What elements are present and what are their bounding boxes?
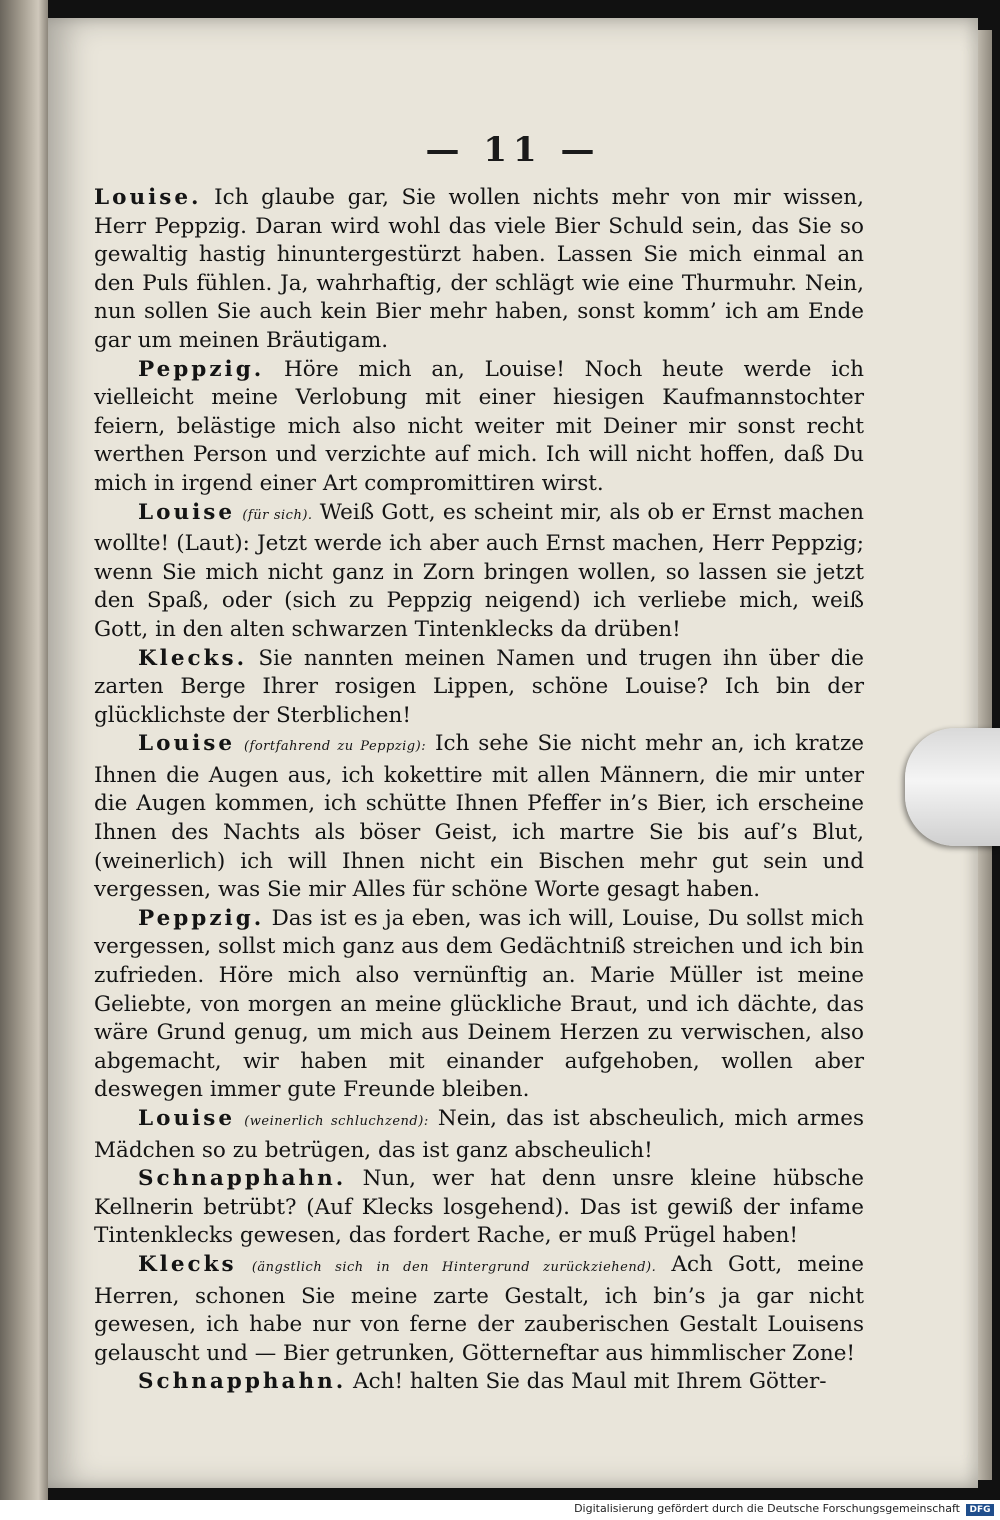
paragraph-text: Nein, das ist abscheulich, mich armes Mädchen so zu betrügen, das ist ganz abscheulich!: [94, 1106, 864, 1163]
paragraph-text: Ach Gott, meine Herren, schonen Sie meine zarte Gestalt, ich bin’s ja gar nicht gewesen, ich habe nur von ferne der zauberischen Gestalt Louisens gelauscht und — Bier getrunken, Götterneftar aus himmlischer Zone!: [94, 1251, 864, 1366]
paragraph: [94, 356, 864, 499]
speaker-name: Louise.: [94, 185, 202, 210]
speaker-name: Louise: [138, 731, 236, 757]
paragraph: [94, 499, 864, 645]
speaker-name: Louise: [138, 1106, 236, 1131]
paragraph-text: Nun, wer hat denn unsre kleine hübsche Kellnerin betrübt? (Auf Klecks losgehend). Das ist gewiß der infame Tintenklecks gewesen, das fordert Rache, er muß Prügel haben!: [94, 1166, 864, 1249]
paragraph-text: Ach! halten Sie das Maul mit Ihrem Götter-: [353, 1369, 827, 1395]
speaker-name: Klecks: [138, 1251, 237, 1277]
stage-direction: (für sich).: [242, 507, 313, 523]
stage-direction: (ängstlich sich in den Hintergrund zurückziehend).: [251, 1259, 657, 1275]
page-text: [94, 184, 864, 1397]
paragraph-text: Sie nannten meinen Namen und trugen ihn über die zarten Berge Ihrer rosigen Lippen, schöne Louise? Ich bin der glücklichste der Sterblichen!: [94, 645, 864, 728]
paragraph-text: Ich glaube gar, Sie wollen nichts mehr von mir wissen, Herr Peppzig. Daran wird wohl das viele Bier Schuld sein, das Sie so gewaltig hastig hinuntergestürzt haben. Lassen Sie mich einmal an den Puls fühlen. Ja, wahrhaftig, der schlägt wie eine Thurmuhr. Nein, nun sollen Sie auch kein Bier mehr haben, sonst komm’ ich am Ende gar um meinen Bräutigam.: [94, 185, 864, 353]
stage-direction: (fortfahrend zu Peppzig):: [243, 739, 427, 755]
paragraph: [94, 1165, 864, 1251]
speaker-name: Peppzig.: [138, 356, 265, 382]
paragraph-text: Weiß Gott, es scheint mir, als ob er Ernst machen wollte! (Laut): Jetzt werde ich aber auch Ernst machen, Herr Peppzig; wenn Sie mich nicht ganz in Zorn bringen wollen, so lassen sie jetzt den Spaß, oder (sich zu Peppzig neigend) ich verliebe mich, weiß Gott, in den alten schwarzen Tintenklecks da drüben!: [94, 499, 865, 642]
dfg-logo-icon: DFG: [966, 1504, 994, 1516]
footer-bar: [0, 1500, 1000, 1520]
paragraph: [94, 184, 864, 356]
stage-direction: (weinerlich schluchzend):: [244, 1114, 429, 1129]
speaker-name: Schnapphahn.: [138, 1166, 347, 1192]
speaker-name: Klecks.: [138, 645, 248, 671]
paragraph-text: Höre mich an, Louise! Noch heute werde ich vielleicht meine Verlobung mit einer hiesigen Kaufmannstochter feiern, belästige mich also nicht weiter mit Deiner mir sonst recht werthen Person und verzichte auf mich. Ich will nicht hoffen, daß Du mich in irgend einer Art compromittiren wirst.: [94, 356, 864, 496]
paragraph: [94, 1105, 864, 1165]
paragraph: [94, 905, 864, 1105]
speaker-name: Schnapphahn.: [138, 1369, 347, 1395]
book-page: [48, 18, 978, 1488]
paragraph-text: Ich sehe Sie nicht mehr an, ich kratze Ihnen die Augen aus, ich kokettire mit allen Männern, die mir unter die Augen kommen, ich schütte Ihnen Pfeffer in’s Bier, ich erscheine Ihnen des Nachts als böser Geist, ich martre Sie bis auf’s Blut, (weinerlich) ich will Ihnen nicht ein Bischen mehr gut sein und vergessen, was Sie mir Alles für schöne Worte gesagt haben.: [94, 731, 864, 903]
paragraph: [94, 645, 864, 731]
speaker-name: Peppzig.: [138, 905, 265, 931]
funding-credit: Digitalisierung gefördert durch die Deutsche Forschungsgemeinschaft: [574, 1502, 960, 1515]
page-clip-tab: [905, 728, 1000, 846]
paragraph-text: Das ist es ja eben, was ich will, Louise, Du sollst mich vergessen, sollst mich ganz aus dem Gedächtniß streichen und ich bin zufrieden. Höre mich also vernünftig an. Marie Müller ist meine Geliebte, von morgen an meine glückliche Braut, und ich dächte, das wäre Grund genug, um mich aus Deinem Herzen zu verwischen, also abgemacht, wir haben mit einander aufgehoben, wollen aber deswegen immer gute Freunde bleiben.: [94, 905, 864, 1103]
previous-page-edge: [0, 0, 48, 1500]
page-number: — 11 —: [425, 130, 601, 170]
speaker-name: Louise: [138, 499, 236, 525]
paragraph: [94, 1251, 864, 1368]
paragraph: [94, 1368, 864, 1397]
paragraph: [94, 730, 864, 905]
